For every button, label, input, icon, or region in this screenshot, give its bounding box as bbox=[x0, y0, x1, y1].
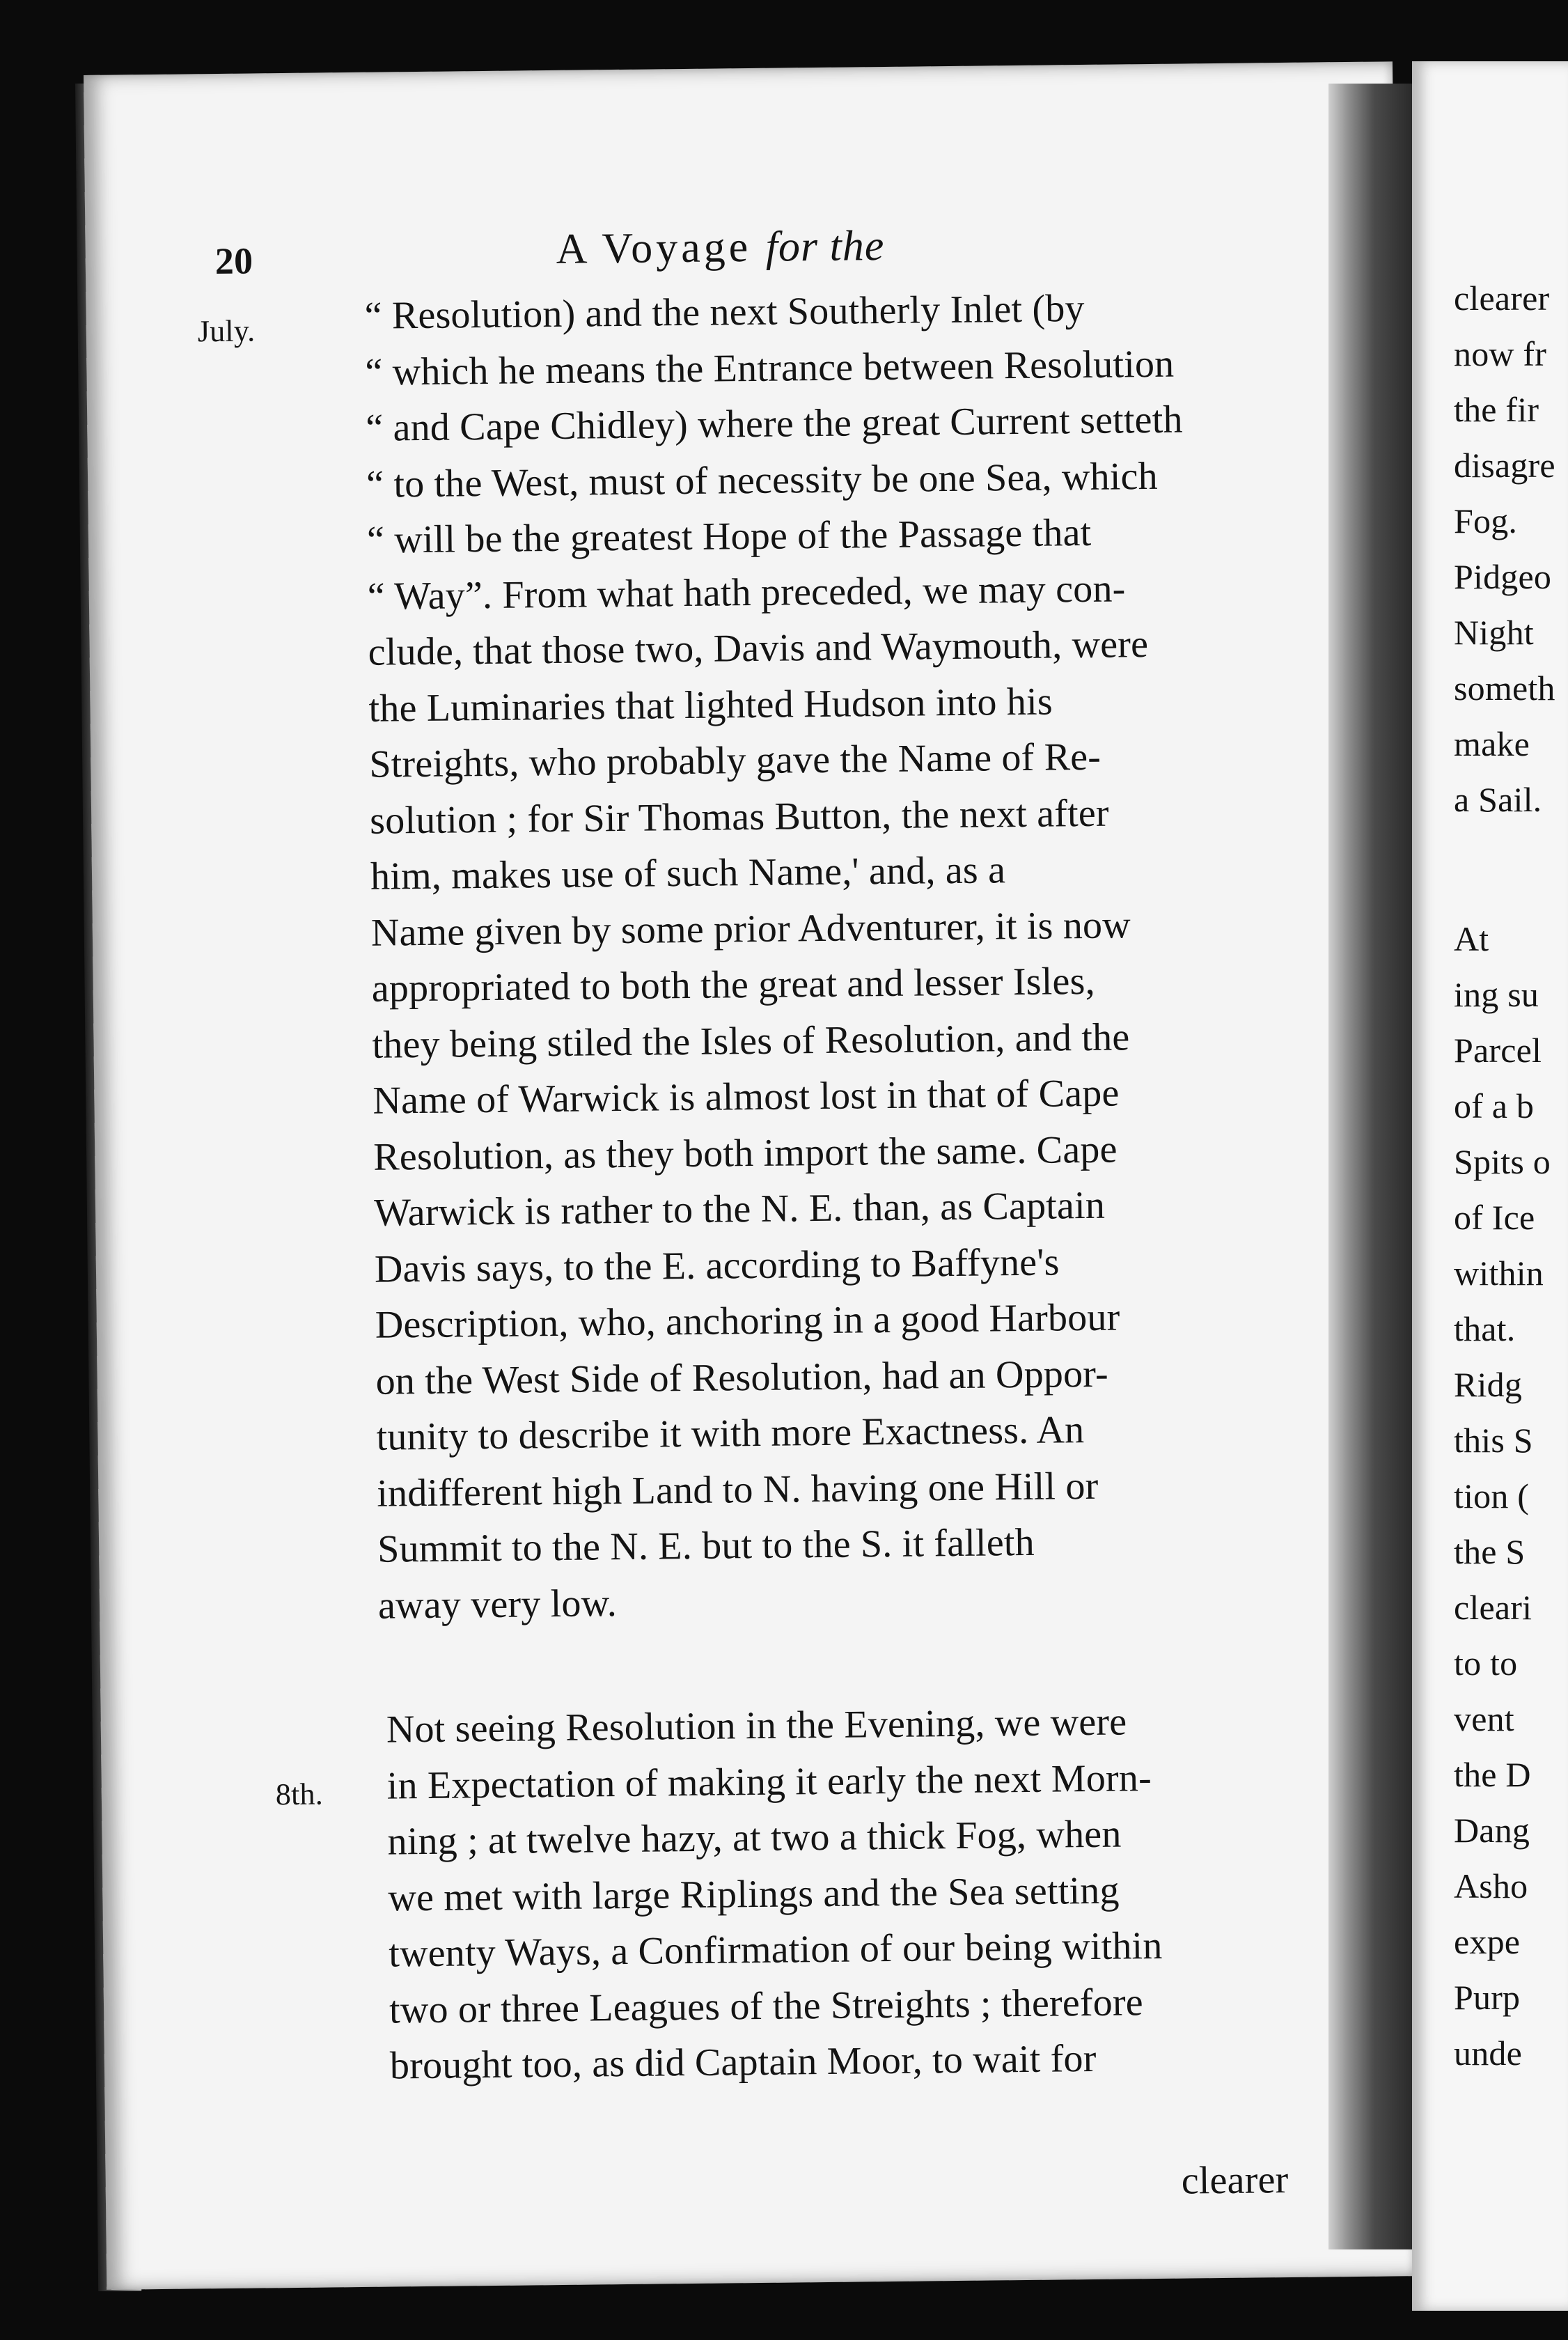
page-number: 20 bbox=[214, 240, 253, 283]
running-title bbox=[556, 221, 884, 274]
facing-text-line: Night bbox=[1454, 613, 1534, 652]
text-line: “ will be the greatest Hope of the Passage that bbox=[366, 510, 1092, 562]
text-line: Summit to the N. E. but to the S. it falleth bbox=[377, 1520, 1035, 1571]
text-line: “ Resolution) and the next Southerly Inlet (by bbox=[364, 286, 1085, 338]
facing-text-line: of a b bbox=[1454, 1086, 1535, 1125]
facing-text-line: clearer bbox=[1454, 279, 1550, 318]
facing-text-line: the fir bbox=[1454, 390, 1539, 429]
facing-text-line: cleari bbox=[1454, 1588, 1532, 1627]
facing-text-line: Dang bbox=[1454, 1811, 1530, 1850]
text-line: Not seeing Resolution in the Evening, we were bbox=[386, 1700, 1127, 1752]
text-line: Streights, who probably gave the Name of Re- bbox=[369, 735, 1101, 786]
facing-text-line: Spits o bbox=[1454, 1142, 1551, 1181]
facing-text-line: to to bbox=[1454, 1644, 1518, 1683]
facing-text-line: the D bbox=[1454, 1755, 1531, 1794]
text-line: Name of Warwick is almost lost in that of Cape bbox=[373, 1071, 1120, 1123]
facing-text-line: ing su bbox=[1454, 975, 1539, 1014]
catchword: clearer bbox=[1181, 2158, 1289, 2203]
text-line: Name given by some prior Adventurer, it is now bbox=[370, 903, 1131, 955]
running-title-caps: A Voyage bbox=[556, 223, 752, 273]
facing-text-line: that. bbox=[1454, 1309, 1516, 1348]
facing-text-line: someth bbox=[1454, 669, 1555, 708]
text-line: twenty Ways, a Confirmation of our being within bbox=[388, 1924, 1163, 1976]
text-line: Resolution, as they both import the same. Cape bbox=[373, 1128, 1118, 1179]
text-line: away very low. bbox=[377, 1581, 618, 1628]
text-line: we met with large Riplings and the Sea setting bbox=[388, 1869, 1120, 1920]
text-line: “ and Cape Chidley) where the great Current setteth bbox=[366, 398, 1183, 450]
facing-text-line: now fr bbox=[1454, 334, 1547, 373]
facing-text-line: of Ice bbox=[1454, 1198, 1535, 1237]
margin-note-month: July. bbox=[197, 313, 256, 349]
facing-text-line: Asho bbox=[1454, 1866, 1528, 1905]
facing-text-line: Ridg bbox=[1454, 1365, 1523, 1404]
facing-text-line: Fog. bbox=[1454, 501, 1518, 540]
facing-page bbox=[1412, 61, 1568, 2311]
facing-text-line: make bbox=[1454, 724, 1530, 763]
facing-text-line: disagre bbox=[1454, 446, 1555, 485]
text-line: “ Way”. From what hath preceded, we may con- bbox=[367, 566, 1126, 618]
gutter-shadow bbox=[1328, 84, 1412, 2249]
facing-text-line: a Sail. bbox=[1454, 780, 1542, 819]
facing-text-line: expe bbox=[1454, 1922, 1521, 1961]
facing-text-line: tion ( bbox=[1454, 1476, 1530, 1515]
text-line: him, makes use of such Name,' and, as a bbox=[370, 848, 1006, 898]
facing-text-line: Pidgeo bbox=[1454, 557, 1552, 596]
text-line: indifferent high Land to N. having one Hill or bbox=[377, 1464, 1099, 1515]
facing-text-line: unde bbox=[1454, 2034, 1522, 2073]
text-line: appropriated to both the great and lesser Isles, bbox=[371, 959, 1096, 1011]
text-line: two or three Leagues of the Streights ; therefore bbox=[389, 1980, 1144, 2032]
facing-text-line: At bbox=[1454, 919, 1489, 958]
text-line: they being stiled the Isles of Resolution, and the bbox=[372, 1015, 1130, 1067]
running-title-italic: for the bbox=[765, 221, 885, 271]
text-line: Description, who, anchoring in a good Harbour bbox=[375, 1295, 1120, 1347]
text-line: on the West Side of Resolution, had an Oppor- bbox=[375, 1352, 1109, 1403]
facing-text-line: the S bbox=[1454, 1532, 1526, 1571]
text-line: Davis says, to the E. according to Baffyne's bbox=[374, 1240, 1060, 1291]
text-line: “ which he means the Entrance between Resolution bbox=[365, 342, 1175, 394]
margin-note-date: 8th. bbox=[275, 1777, 324, 1812]
text-line: “ to the West, must of necessity be one Sea, which bbox=[366, 454, 1159, 506]
text-line: tunity to describe it with more Exactness. An bbox=[376, 1408, 1085, 1459]
text-line: in Expectation of making it early the next Morn- bbox=[386, 1756, 1152, 1808]
facing-text-line: vent bbox=[1454, 1699, 1514, 1738]
text-line: solution ; for Sir Thomas Button, the next after bbox=[369, 791, 1110, 843]
text-line: brought too, as did Captain Moor, to wait for bbox=[389, 2036, 1097, 2088]
facing-text-line: Purp bbox=[1454, 1978, 1521, 2017]
left-page bbox=[84, 61, 1416, 2290]
facing-text-line: within bbox=[1454, 1254, 1544, 1293]
text-line: ning ; at twelve hazy, at two a thick Fog, when bbox=[387, 1812, 1122, 1864]
facing-text-line: this S bbox=[1454, 1421, 1533, 1460]
text-line: Warwick is rather to the N. E. than, as Captain bbox=[373, 1183, 1106, 1235]
facing-text-line: Parcel bbox=[1454, 1031, 1542, 1070]
text-line: clude, that those two, Davis and Waymouth, were bbox=[368, 623, 1149, 674]
text-line: the Luminaries that lighted Hudson into his bbox=[368, 679, 1053, 731]
